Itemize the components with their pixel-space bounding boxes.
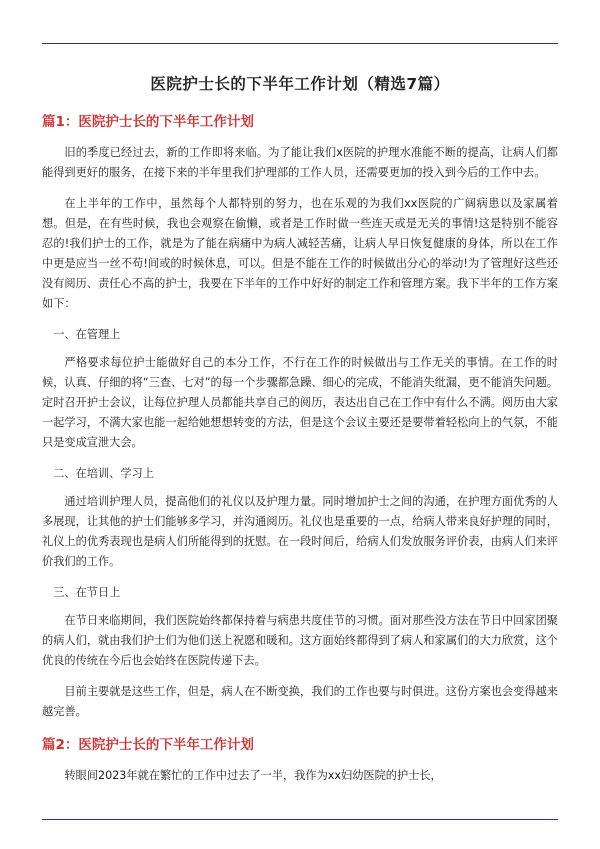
subheading: 二、在培训、学习上: [53, 467, 154, 480]
subheading: 三、在节日上: [53, 586, 121, 599]
top-rule: [42, 43, 558, 44]
bottom-rule: [42, 819, 558, 820]
subheading: 一、在管理上: [53, 328, 121, 341]
section-heading: 篇2：医院护士长的下半年工作计划: [42, 737, 254, 753]
paragraph: 旧的季度已经过去，新的工作即将来临。为了能让我们x医院的护理水准能不断的提高，让病人们都能得到更好的服务，在接下来的半年里我们护理部的工作人员，还需要更加的投入到今后的工作中去。: [42, 146, 558, 179]
section-1: [42, 110, 558, 722]
document-page: [42, 72, 558, 797]
paragraph: 转眼间2023年就在繁忙的工作中过去了一半，我作为xx妇幼医院的护士长，: [64, 769, 442, 782]
closing-paragraph: 目前主要就是这些工作，但是，病人在不断变换，我们的工作也要与时俱进。这份方案也会变得越来越完善。: [42, 685, 558, 718]
paragraph: 在上半年的工作中，虽然每个人都特别的努力，也在乐观的为我们xx医院的广阔病患以及家属着想。但是，在有些时候，我也会观察在偷懒，或者是工作时做一些连天或是无关的事情!这是特别不能容忍的!我们护士的工作，就是为了能在病痛中为病人减轻苦痛，让病人早日恢复健康的身体，所以在工作中更是应当一丝不苟!间或的时候休息，可以。但是不能在工作的时候做出分心的举动!为了管理好这些还没有阅历、责任心不高的护士，我要在下半年的工作中好好的制定工作和管理方案。我下半年的工作方案如下：: [42, 197, 558, 310]
section-heading: 篇1：医院护士长的下半年工作计划: [42, 114, 254, 130]
document-title: 医院护士长的下半年工作计划（精选7篇）: [150, 75, 450, 93]
paragraph: 通过培训护理人员，提高他们的礼仪以及护理力量。同时增加护士之间的沟通，在护理方面优秀的人多展现，让其他的护士们能够多学习，并沟通阅历。礼仪也是重要的一点，给病人带来良好护理的同时，礼仪上的优秀表现也是病人们所能得到的抚慰。在一段时间后，给病人们发放服务评价表，由病人们来评价我们的工作。: [42, 495, 558, 568]
paragraph: 在节日来临期间，我们医院始终都保持着与病患共度佳节的习惯。面对那些没方法在节日中回家团聚的病人们，就由我们护士们为他们送上祝愿和暖和。这方面始终都得到了病人和家属们的大力欣赏，这个优良的传统在今后也会始终在医院传递下去。: [42, 614, 558, 667]
section-2: [42, 733, 558, 786]
paragraph: 严格要求每位护士能做好自己的本分工作，不行在工作的时候做出与工作无关的事情。在工作的时候，认真、仔细的将“三查、七对”的每一个步骤都急躁、细心的完成，不能消失纰漏，更不能消失问题。定时召开护士会议，让每位护理人员都能共享自己的阅历，表达出自己在工作中有什么不满。阅历由大家一起学习，不满大家也能一起给她想想转变的方法，但是这个会议主要还是要带着轻松向上的气氛，不能只是变成宣泄大会。: [42, 356, 558, 449]
